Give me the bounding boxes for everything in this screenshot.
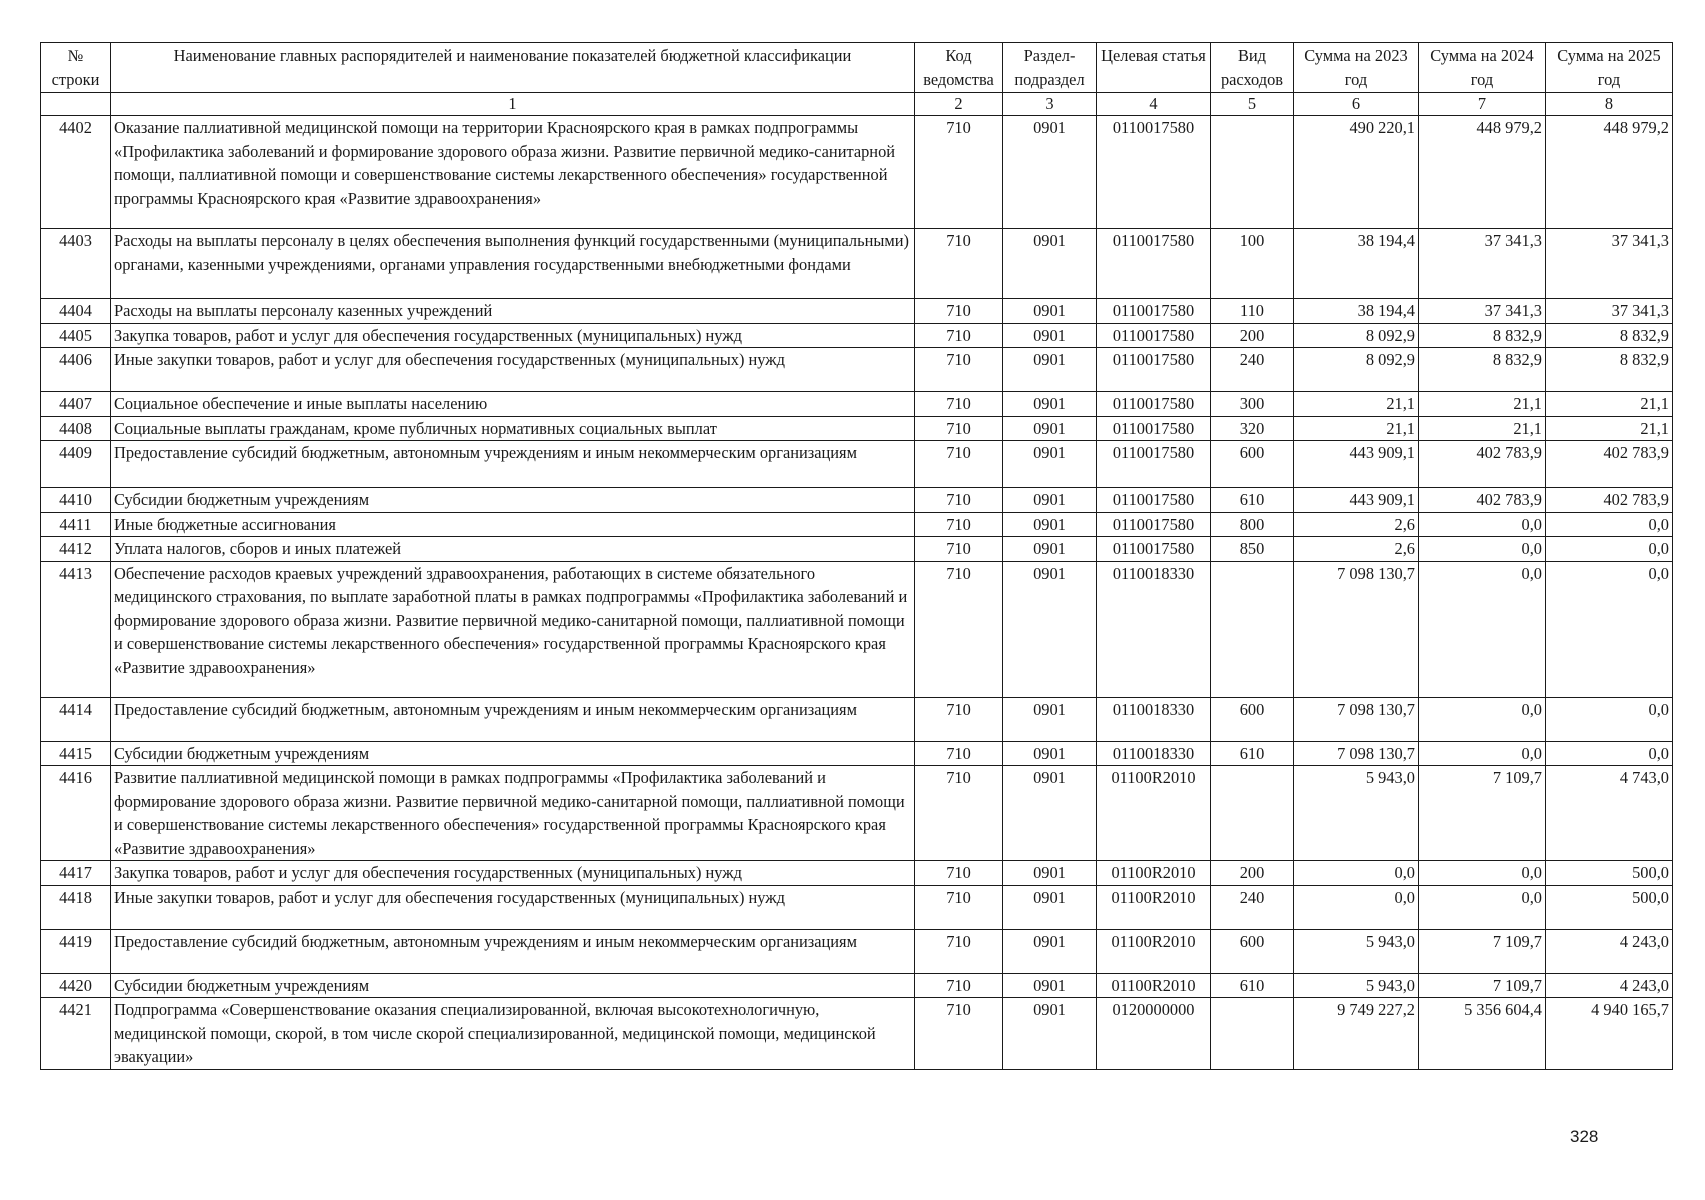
- sum-2024: 402 783,9: [1419, 488, 1546, 513]
- sum-2025: 4 940 165,7: [1546, 998, 1673, 1070]
- table-row: [41, 392, 1673, 417]
- table-row: [41, 741, 1673, 766]
- column-number: 3: [1003, 93, 1097, 116]
- row-name: Развитие паллиативной медицинской помощи в рамках подпрограммы «Профилактика заболеваний и формирование здорового образа жизни. Развитие первичной медико-санитарной помощи, паллиативной помощи и совершенствование системы лекарственного обеспечения» государственной программы Красноярского края «Развитие здравоохранения»: [111, 766, 915, 861]
- table-row: [41, 929, 1673, 973]
- section-code: 0901: [1003, 116, 1097, 229]
- column-number: 4: [1097, 93, 1211, 116]
- section-code: 0901: [1003, 488, 1097, 513]
- sum-2024: 0,0: [1419, 741, 1546, 766]
- expense-type: 600: [1211, 441, 1294, 488]
- col-header-section: Раздел-подраздел: [1003, 43, 1097, 93]
- table-row: [41, 348, 1673, 392]
- sum-2023: 443 909,1: [1294, 441, 1419, 488]
- target-article: 0110017580: [1097, 441, 1211, 488]
- row-name: Закупка товаров, работ и услуг для обеспечения государственных (муниципальных) нужд: [111, 323, 915, 348]
- row-name: Оказание паллиативной медицинской помощи на территории Красноярского края в рамках подпрограммы «Профилактика заболеваний и формирование здорового образа жизни. Развитие первичной медико-санитарной помощи, паллиативной помощи и совершенствование системы лекарственного обеспечения» государственной программы Красноярского края «Развитие здравоохранения»: [111, 116, 915, 229]
- row-name: Субсидии бюджетным учреждениям: [111, 488, 915, 513]
- sum-2023: 9 749 227,2: [1294, 998, 1419, 1070]
- target-article: 01100R2010: [1097, 885, 1211, 929]
- target-article: 0110017580: [1097, 323, 1211, 348]
- section-code: 0901: [1003, 299, 1097, 324]
- column-number: 5: [1211, 93, 1294, 116]
- row-number: 4414: [41, 697, 111, 741]
- row-number: 4410: [41, 488, 111, 513]
- sum-2024: 402 783,9: [1419, 441, 1546, 488]
- sum-2023: 8 092,9: [1294, 348, 1419, 392]
- expense-type: 240: [1211, 885, 1294, 929]
- row-name: Расходы на выплаты персоналу в целях обеспечения выполнения функций государственными (муниципальными) органами, казенными учреждениями, органами управления государственными внебюджетными фондами: [111, 229, 915, 299]
- col-header-department-code: Код ведомства: [915, 43, 1003, 93]
- sum-2024: 0,0: [1419, 561, 1546, 697]
- sum-2023: 38 194,4: [1294, 229, 1419, 299]
- sum-2025: 402 783,9: [1546, 488, 1673, 513]
- sum-2023: 2,6: [1294, 512, 1419, 537]
- expense-type: [1211, 116, 1294, 229]
- row-number: 4412: [41, 537, 111, 562]
- sum-2025: 0,0: [1546, 561, 1673, 697]
- row-number: 4419: [41, 929, 111, 973]
- column-number: 2: [915, 93, 1003, 116]
- sum-2024: 0,0: [1419, 697, 1546, 741]
- sum-2023: 7 098 130,7: [1294, 741, 1419, 766]
- table-row: [41, 537, 1673, 562]
- sum-2024: 5 356 604,4: [1419, 998, 1546, 1070]
- sum-2025: 8 832,9: [1546, 323, 1673, 348]
- department-code: 710: [915, 323, 1003, 348]
- sum-2024: 0,0: [1419, 885, 1546, 929]
- target-article: 01100R2010: [1097, 929, 1211, 973]
- table-row: [41, 885, 1673, 929]
- expense-type: [1211, 561, 1294, 697]
- col-header-row-number: № строки: [41, 43, 111, 93]
- sum-2023: 5 943,0: [1294, 973, 1419, 998]
- department-code: 710: [915, 116, 1003, 229]
- expense-type: 300: [1211, 392, 1294, 417]
- sum-2024: 8 832,9: [1419, 348, 1546, 392]
- sum-2024: 7 109,7: [1419, 929, 1546, 973]
- department-code: 710: [915, 998, 1003, 1070]
- table-row: [41, 973, 1673, 998]
- department-code: 710: [915, 861, 1003, 886]
- row-number: 4420: [41, 973, 111, 998]
- sum-2023: 0,0: [1294, 861, 1419, 886]
- department-code: 710: [915, 766, 1003, 861]
- table-row: [41, 441, 1673, 488]
- row-number: 4413: [41, 561, 111, 697]
- table-row: [41, 299, 1673, 324]
- sum-2023: 5 943,0: [1294, 929, 1419, 973]
- column-number: [41, 93, 111, 116]
- row-name: Предоставление субсидий бюджетным, автономным учреждениям и иным некоммерческим организациям: [111, 441, 915, 488]
- target-article: 0110017580: [1097, 488, 1211, 513]
- row-number: 4409: [41, 441, 111, 488]
- department-code: 710: [915, 885, 1003, 929]
- department-code: 710: [915, 229, 1003, 299]
- target-article: 0110017580: [1097, 348, 1211, 392]
- target-article: 0110017580: [1097, 416, 1211, 441]
- table-body: [41, 116, 1673, 1070]
- col-header-sum-2025: Сумма на 2025 год: [1546, 43, 1673, 93]
- sum-2023: 21,1: [1294, 392, 1419, 417]
- department-code: 710: [915, 512, 1003, 537]
- sum-2024: 448 979,2: [1419, 116, 1546, 229]
- section-code: 0901: [1003, 929, 1097, 973]
- sum-2025: 448 979,2: [1546, 116, 1673, 229]
- sum-2025: 37 341,3: [1546, 299, 1673, 324]
- table-row: [41, 861, 1673, 886]
- row-number: 4408: [41, 416, 111, 441]
- department-code: 710: [915, 929, 1003, 973]
- section-code: 0901: [1003, 766, 1097, 861]
- section-code: 0901: [1003, 697, 1097, 741]
- row-name: Социальное обеспечение и иные выплаты населению: [111, 392, 915, 417]
- column-number: 1: [111, 93, 915, 116]
- target-article: 0110017580: [1097, 229, 1211, 299]
- sum-2023: 0,0: [1294, 885, 1419, 929]
- row-number: 4405: [41, 323, 111, 348]
- column-number: 8: [1546, 93, 1673, 116]
- sum-2024: 37 341,3: [1419, 229, 1546, 299]
- target-article: 01100R2010: [1097, 766, 1211, 861]
- budget-sheet: [40, 42, 1672, 1070]
- row-name: Расходы на выплаты персоналу казенных учреждений: [111, 299, 915, 324]
- sum-2023: 38 194,4: [1294, 299, 1419, 324]
- target-article: 0110018330: [1097, 741, 1211, 766]
- header-row: [41, 43, 1673, 93]
- sum-2023: 7 098 130,7: [1294, 561, 1419, 697]
- section-code: 0901: [1003, 998, 1097, 1070]
- department-code: 710: [915, 973, 1003, 998]
- table-row: [41, 323, 1673, 348]
- section-code: 0901: [1003, 348, 1097, 392]
- sum-2023: 5 943,0: [1294, 766, 1419, 861]
- row-name: Иные закупки товаров, работ и услуг для обеспечения государственных (муниципальных) нужд: [111, 885, 915, 929]
- department-code: 710: [915, 441, 1003, 488]
- target-article: 0110018330: [1097, 561, 1211, 697]
- sum-2024: 0,0: [1419, 861, 1546, 886]
- sum-2025: 0,0: [1546, 537, 1673, 562]
- sum-2025: 402 783,9: [1546, 441, 1673, 488]
- target-article: 0110017580: [1097, 537, 1211, 562]
- budget-table: [40, 42, 1673, 1070]
- row-name: Уплата налогов, сборов и иных платежей: [111, 537, 915, 562]
- row-name: Предоставление субсидий бюджетным, автономным учреждениям и иным некоммерческим организациям: [111, 929, 915, 973]
- target-article: 01100R2010: [1097, 861, 1211, 886]
- table-row: [41, 998, 1673, 1070]
- sum-2024: 0,0: [1419, 537, 1546, 562]
- section-code: 0901: [1003, 512, 1097, 537]
- row-number: 4406: [41, 348, 111, 392]
- section-code: 0901: [1003, 416, 1097, 441]
- department-code: 710: [915, 299, 1003, 324]
- expense-type: 200: [1211, 323, 1294, 348]
- row-name: Иные бюджетные ассигнования: [111, 512, 915, 537]
- row-name: Предоставление субсидий бюджетным, автономным учреждениям и иным некоммерческим организациям: [111, 697, 915, 741]
- table-row: [41, 561, 1673, 697]
- sum-2024: 37 341,3: [1419, 299, 1546, 324]
- target-article: 01100R2010: [1097, 973, 1211, 998]
- sum-2023: 443 909,1: [1294, 488, 1419, 513]
- row-number: 4416: [41, 766, 111, 861]
- section-code: 0901: [1003, 392, 1097, 417]
- section-code: 0901: [1003, 973, 1097, 998]
- section-code: 0901: [1003, 885, 1097, 929]
- col-header-expense-type: Вид расходов: [1211, 43, 1294, 93]
- row-name: Субсидии бюджетным учреждениям: [111, 741, 915, 766]
- expense-type: [1211, 766, 1294, 861]
- expense-type: 600: [1211, 697, 1294, 741]
- sum-2025: 500,0: [1546, 885, 1673, 929]
- row-number: 4402: [41, 116, 111, 229]
- table-row: [41, 229, 1673, 299]
- section-code: 0901: [1003, 229, 1097, 299]
- sum-2024: 0,0: [1419, 512, 1546, 537]
- sum-2025: 0,0: [1546, 741, 1673, 766]
- expense-type: 600: [1211, 929, 1294, 973]
- row-name: Закупка товаров, работ и услуг для обеспечения государственных (муниципальных) нужд: [111, 861, 915, 886]
- row-name: Иные закупки товаров, работ и услуг для обеспечения государственных (муниципальных) нужд: [111, 348, 915, 392]
- row-number: 4415: [41, 741, 111, 766]
- sum-2023: 21,1: [1294, 416, 1419, 441]
- department-code: 710: [915, 416, 1003, 441]
- row-name: Подпрограмма «Совершенствование оказания специализированной, включая высокотехнологичную, медицинской помощи, скорой, в том числе скорой специализированной, медицинской помощи, медицинской эвакуации»: [111, 998, 915, 1070]
- column-number: 6: [1294, 93, 1419, 116]
- expense-type: 610: [1211, 741, 1294, 766]
- sum-2025: 37 341,3: [1546, 229, 1673, 299]
- section-code: 0901: [1003, 323, 1097, 348]
- department-code: 710: [915, 488, 1003, 513]
- row-number: 4407: [41, 392, 111, 417]
- sum-2025: 0,0: [1546, 697, 1673, 741]
- row-number: 4421: [41, 998, 111, 1070]
- sum-2024: 7 109,7: [1419, 973, 1546, 998]
- sum-2025: 0,0: [1546, 512, 1673, 537]
- sum-2024: 7 109,7: [1419, 766, 1546, 861]
- sum-2023: 8 092,9: [1294, 323, 1419, 348]
- row-number: 4404: [41, 299, 111, 324]
- sum-2025: 4 243,0: [1546, 973, 1673, 998]
- col-header-target-article: Целевая статья: [1097, 43, 1211, 93]
- sum-2025: 8 832,9: [1546, 348, 1673, 392]
- expense-type: 610: [1211, 488, 1294, 513]
- row-number: 4403: [41, 229, 111, 299]
- section-code: 0901: [1003, 561, 1097, 697]
- target-article: 0120000000: [1097, 998, 1211, 1070]
- sum-2025: 21,1: [1546, 392, 1673, 417]
- expense-type: 100: [1211, 229, 1294, 299]
- row-name: Субсидии бюджетным учреждениям: [111, 973, 915, 998]
- department-code: 710: [915, 537, 1003, 562]
- section-code: 0901: [1003, 441, 1097, 488]
- row-number: 4411: [41, 512, 111, 537]
- target-article: 0110017580: [1097, 116, 1211, 229]
- sum-2023: 2,6: [1294, 537, 1419, 562]
- col-header-sum-2023: Сумма на 2023 год: [1294, 43, 1419, 93]
- table-row: [41, 697, 1673, 741]
- expense-type: 800: [1211, 512, 1294, 537]
- sum-2025: 21,1: [1546, 416, 1673, 441]
- expense-type: 320: [1211, 416, 1294, 441]
- section-code: 0901: [1003, 537, 1097, 562]
- expense-type: 610: [1211, 973, 1294, 998]
- page-number: 328: [1570, 1127, 1599, 1146]
- sum-2024: 8 832,9: [1419, 323, 1546, 348]
- row-number: 4417: [41, 861, 111, 886]
- row-name: Социальные выплаты гражданам, кроме публичных нормативных социальных выплат: [111, 416, 915, 441]
- section-code: 0901: [1003, 741, 1097, 766]
- department-code: 710: [915, 741, 1003, 766]
- table-row: [41, 488, 1673, 513]
- sum-2023: 490 220,1: [1294, 116, 1419, 229]
- row-number: 4418: [41, 885, 111, 929]
- table-row: [41, 416, 1673, 441]
- sum-2024: 21,1: [1419, 392, 1546, 417]
- expense-type: 200: [1211, 861, 1294, 886]
- row-name: Обеспечение расходов краевых учреждений здравоохранения, работающих в системе обязательного медицинского страхования, по выплате заработной платы в рамках подпрограммы «Профилактика заболеваний и формирование здорового образа жизни. Развитие первичной медико-санитарной помощи, паллиативной помощи и совершенствование системы лекарственного обеспечения» государственной программы Красноярского края «Развитие здравоохранения»: [111, 561, 915, 697]
- column-numbers-row: [41, 93, 1673, 116]
- column-number: 7: [1419, 93, 1546, 116]
- sum-2023: 7 098 130,7: [1294, 697, 1419, 741]
- expense-type: 110: [1211, 299, 1294, 324]
- expense-type: 240: [1211, 348, 1294, 392]
- table-row: [41, 116, 1673, 229]
- department-code: 710: [915, 348, 1003, 392]
- col-header-sum-2024: Сумма на 2024 год: [1419, 43, 1546, 93]
- expense-type: 850: [1211, 537, 1294, 562]
- expense-type: [1211, 998, 1294, 1070]
- sum-2025: 4 743,0: [1546, 766, 1673, 861]
- table-row: [41, 512, 1673, 537]
- table-row: [41, 766, 1673, 861]
- department-code: 710: [915, 392, 1003, 417]
- target-article: 0110017580: [1097, 512, 1211, 537]
- target-article: 0110018330: [1097, 697, 1211, 741]
- department-code: 710: [915, 561, 1003, 697]
- sum-2024: 21,1: [1419, 416, 1546, 441]
- target-article: 0110017580: [1097, 392, 1211, 417]
- col-header-name: Наименование главных распорядителей и наименование показателей бюджетной классификации: [111, 43, 915, 93]
- department-code: 710: [915, 697, 1003, 741]
- sum-2025: 4 243,0: [1546, 929, 1673, 973]
- section-code: 0901: [1003, 861, 1097, 886]
- sum-2025: 500,0: [1546, 861, 1673, 886]
- target-article: 0110017580: [1097, 299, 1211, 324]
